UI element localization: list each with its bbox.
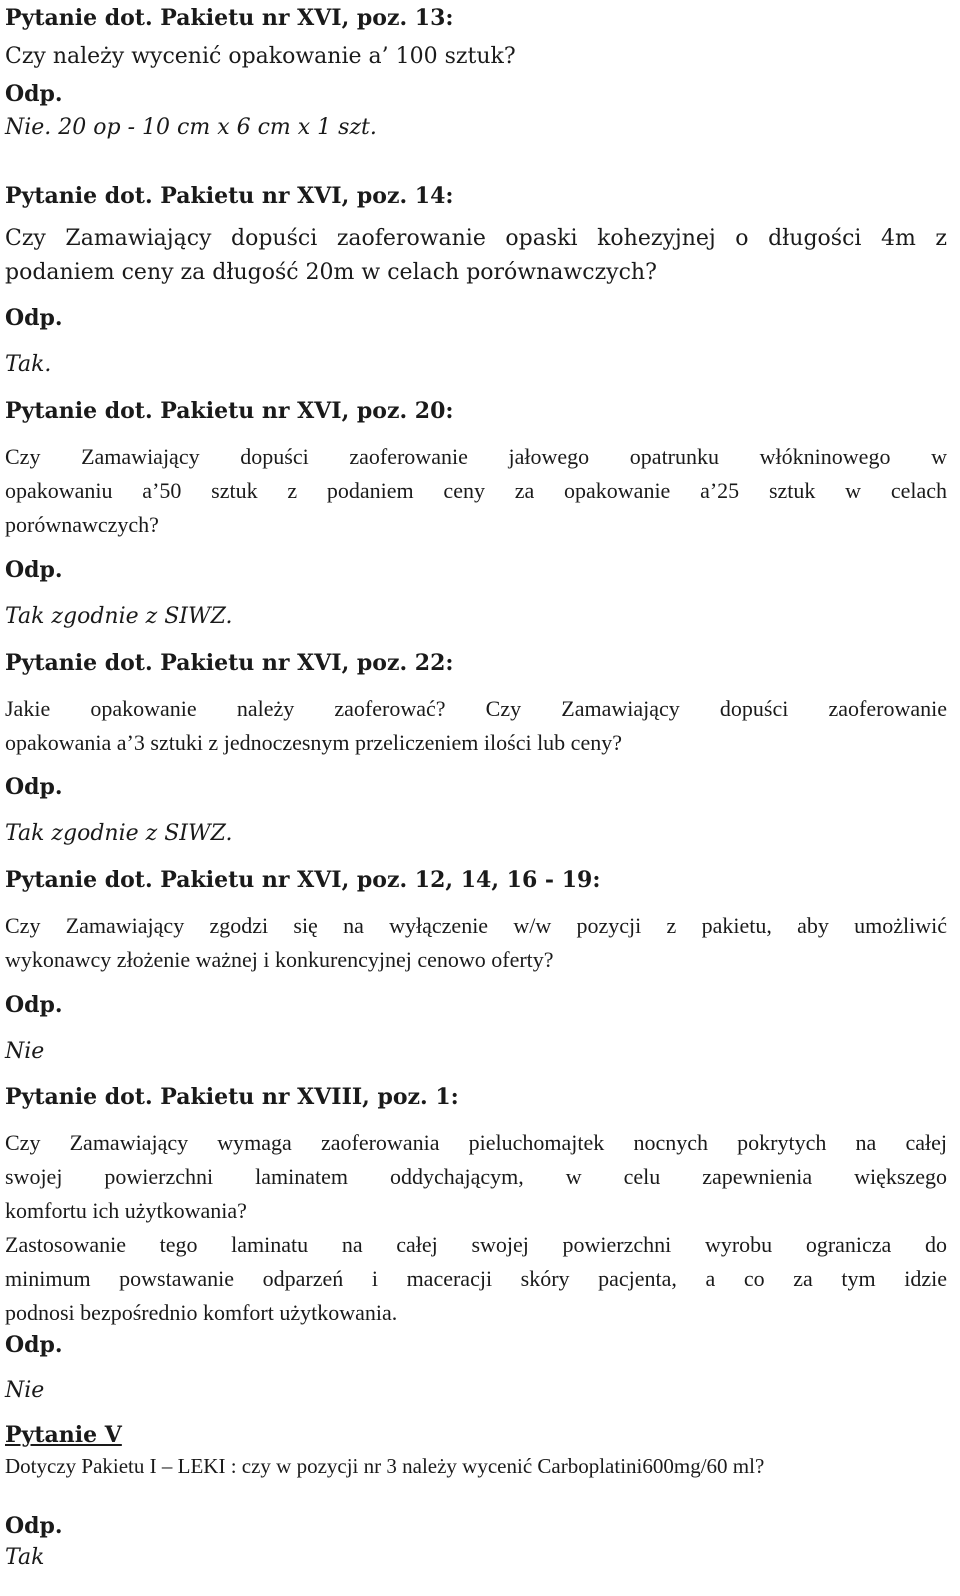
answer-label: Odp.: [5, 305, 63, 331]
section-heading: Pytanie dot. Pakietu nr XVI, poz. 22:: [5, 650, 454, 676]
question-line: opakowaniu a’50 sztuk z podaniem ceny za opakowanie a’25 sztuk w celach: [5, 478, 947, 503]
question-line: podaniem ceny za długość 20m w celach porównawczych?: [5, 260, 657, 285]
question-line: minimum powstawanie odparzeń i maceracji skóry pacjenta, a co za tym idzie: [5, 1266, 947, 1291]
question-text: [5, 40, 947, 74]
section-heading: Pytanie dot. Pakietu nr XVIII, poz. 1:: [5, 1084, 459, 1110]
answer-label: Odp.: [5, 774, 63, 800]
question-line: opakowania a’3 sztuki z jednoczesnym przeliczeniem ilości lub ceny?: [5, 730, 622, 755]
question-text: [5, 440, 947, 542]
question-text: [5, 692, 947, 760]
question-line: podnosi bezpośrednio komfort użytkowania.: [5, 1300, 398, 1325]
answer-label: Odp.: [5, 1513, 63, 1539]
section-heading: Pytanie dot. Pakietu nr XVI, poz. 20:: [5, 398, 454, 424]
question-text: [5, 1126, 947, 1330]
answer-label: Odp.: [5, 557, 63, 583]
answer-text: Nie: [5, 1378, 45, 1403]
question-line: komfortu ich użytkowania?: [5, 1198, 247, 1223]
question-line: Czy Zamawiający dopuści zaoferowanie jałowego opatrunku włókninowego w: [5, 444, 947, 469]
question-line: Czy należy wycenić opakowanie a’ 100 sztuk?: [5, 44, 516, 69]
question-text: Dotyczy Pakietu I – LEKI : czy w pozycji nr 3 należy wycenić Carboplatini600mg/60 ml?: [5, 1454, 765, 1478]
question-line: Zastosowanie tego laminatu na całej swojej powierzchni wyrobu ogranicza do: [5, 1232, 947, 1257]
answer-label: Odp.: [5, 81, 63, 107]
question-line: Czy Zamawiający zgodzi się na wyłączenie w/w pozycji z pakietu, aby umożliwić: [5, 913, 947, 938]
question-line: porównawczych?: [5, 512, 159, 537]
answer-text: Tak zgodnie z SIWZ.: [5, 604, 233, 629]
section-heading: Pytanie dot. Pakietu nr XVI, poz. 13:: [5, 5, 454, 31]
section-heading: Pytanie dot. Pakietu nr XVI, poz. 12, 14, 16 - 19:: [5, 867, 601, 893]
section-heading-underlined: Pytanie V: [5, 1422, 122, 1448]
question-line: Czy Zamawiający dopuści zaoferowanie opaski kohezyjnej o długości 4m z: [5, 226, 947, 251]
question-line: Czy Zamawiający wymaga zaoferowania pieluchomajtek nocnych pokrytych na całej: [5, 1130, 947, 1155]
answer-text: Tak zgodnie z SIWZ.: [5, 821, 233, 846]
question-line: wykonawcy złożenie ważnej i konkurencyjnej cenowo oferty?: [5, 947, 554, 972]
question-line: swojej powierzchni laminatem oddychającym, w celu zapewnienia większego: [5, 1164, 947, 1189]
question-line: Jakie opakowanie należy zaoferować? Czy Zamawiający dopuści zaoferowanie: [5, 696, 947, 721]
section-heading: Pytanie dot. Pakietu nr XVI, poz. 14:: [5, 183, 454, 209]
answer-text: Tak: [5, 1545, 45, 1570]
answer-text: Nie: [5, 1039, 45, 1064]
answer-text: Tak.: [5, 352, 52, 377]
question-text: [5, 222, 947, 290]
question-text: [5, 909, 947, 977]
answer-label: Odp.: [5, 992, 63, 1018]
answer-text: Nie. 20 op - 10 cm x 6 cm x 1 szt.: [5, 115, 377, 140]
answer-label: Odp.: [5, 1332, 63, 1358]
